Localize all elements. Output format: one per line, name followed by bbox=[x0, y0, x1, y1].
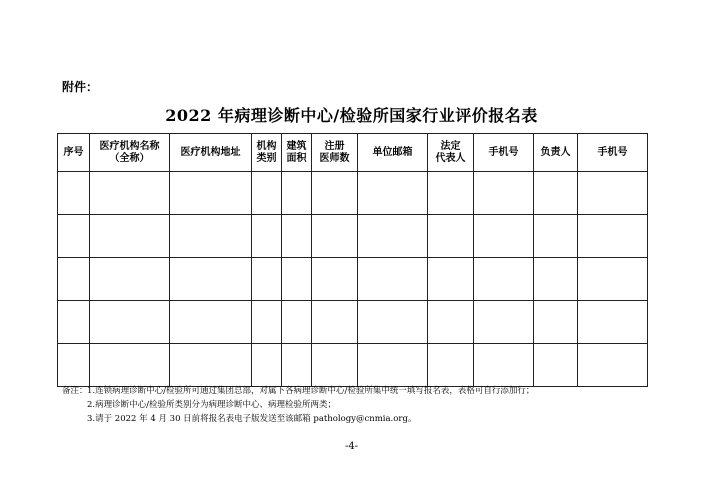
table-cell[interactable] bbox=[358, 301, 428, 344]
table-cell[interactable] bbox=[58, 258, 90, 301]
table-cell[interactable] bbox=[58, 301, 90, 344]
table-cell[interactable] bbox=[428, 215, 474, 258]
table-cell[interactable] bbox=[358, 172, 428, 215]
table-cell[interactable] bbox=[358, 344, 428, 387]
table-cell[interactable] bbox=[312, 344, 358, 387]
table-cell[interactable] bbox=[534, 344, 578, 387]
table-cell[interactable] bbox=[474, 258, 534, 301]
table-cell[interactable] bbox=[282, 301, 312, 344]
header-legal-representative: 法定 代表人 bbox=[428, 134, 474, 172]
table-cell[interactable] bbox=[428, 258, 474, 301]
table-cell[interactable] bbox=[312, 258, 358, 301]
table-cell[interactable] bbox=[90, 172, 170, 215]
header-institution-name: 医疗机构名称 （全称） bbox=[90, 134, 170, 172]
table-cell[interactable] bbox=[252, 215, 282, 258]
table-cell[interactable] bbox=[90, 344, 170, 387]
table-cell[interactable] bbox=[534, 172, 578, 215]
table-cell[interactable] bbox=[252, 301, 282, 344]
table-cell[interactable] bbox=[474, 172, 534, 215]
registration-table bbox=[57, 133, 648, 387]
header-institution-category: 机构 类别 bbox=[252, 134, 282, 172]
table-row bbox=[58, 172, 648, 215]
table-cell[interactable] bbox=[312, 215, 358, 258]
table-cell[interactable] bbox=[170, 172, 252, 215]
table-cell[interactable] bbox=[58, 215, 90, 258]
table-cell[interactable] bbox=[358, 258, 428, 301]
table-cell[interactable] bbox=[58, 344, 90, 387]
table-cell[interactable] bbox=[358, 215, 428, 258]
header-building-area: 建筑 面积 bbox=[282, 134, 312, 172]
table-cell[interactable] bbox=[170, 258, 252, 301]
table-cell[interactable] bbox=[90, 301, 170, 344]
table-cell[interactable] bbox=[474, 301, 534, 344]
table-cell[interactable] bbox=[428, 344, 474, 387]
table-cell[interactable] bbox=[252, 344, 282, 387]
form-title: 2022 年病理诊断中心/检验所国家行业评价报名表 bbox=[165, 106, 538, 125]
table-cell[interactable] bbox=[534, 301, 578, 344]
header-serial-no: 序号 bbox=[58, 134, 90, 172]
table-cell[interactable] bbox=[534, 215, 578, 258]
table-cell[interactable] bbox=[312, 301, 358, 344]
table-cell[interactable] bbox=[578, 215, 648, 258]
table-cell[interactable] bbox=[578, 172, 648, 215]
table-cell[interactable] bbox=[282, 172, 312, 215]
table-cell[interactable] bbox=[428, 301, 474, 344]
header-unit-email: 单位邮箱 bbox=[358, 134, 428, 172]
header-person-in-charge: 负责人 bbox=[534, 134, 578, 172]
table-cell[interactable] bbox=[578, 301, 648, 344]
table-cell[interactable] bbox=[90, 215, 170, 258]
table-cell[interactable] bbox=[578, 344, 648, 387]
note-item: 1.连锁病理诊断中心/检验所可通过集团总部，对属下各病理诊断中心/检验所集中统一填写报名表，表格可自行添加行； bbox=[87, 386, 535, 396]
table-cell[interactable] bbox=[428, 172, 474, 215]
header-phone-number-2: 手机号 bbox=[578, 134, 648, 172]
table-cell[interactable] bbox=[252, 258, 282, 301]
table-cell[interactable] bbox=[252, 172, 282, 215]
table-cell[interactable] bbox=[282, 258, 312, 301]
table-cell[interactable] bbox=[312, 172, 358, 215]
attachment-label: 附件： bbox=[62, 80, 99, 94]
table-row bbox=[58, 258, 648, 301]
table-cell[interactable] bbox=[474, 344, 534, 387]
notes bbox=[62, 384, 534, 426]
table-cell[interactable] bbox=[534, 258, 578, 301]
table-row bbox=[58, 344, 648, 387]
header-phone-number: 手机号 bbox=[474, 134, 534, 172]
notes-label: 备注： bbox=[62, 386, 88, 396]
table-cell[interactable] bbox=[170, 344, 252, 387]
header-institution-address: 医疗机构地址 bbox=[170, 134, 252, 172]
table-cell[interactable] bbox=[90, 258, 170, 301]
table-header-row bbox=[58, 134, 648, 172]
table-cell[interactable] bbox=[170, 301, 252, 344]
table-row bbox=[58, 215, 648, 258]
table-cell[interactable] bbox=[58, 172, 90, 215]
table-row bbox=[58, 301, 648, 344]
header-registered-physicians: 注册 医师数 bbox=[312, 134, 358, 172]
note-item: 2.病理诊断中心/检验所类别分为病理诊断中心、病理检验所两类； bbox=[87, 400, 336, 410]
table-cell[interactable] bbox=[282, 215, 312, 258]
table-cell[interactable] bbox=[282, 344, 312, 387]
note-item: 3.请于 2022 年 4 月 30 日前将报名表电子版发送至该邮箱 pathology@cnmia.org。 bbox=[87, 414, 417, 424]
table-cell[interactable] bbox=[170, 215, 252, 258]
page-number: -4- bbox=[344, 441, 359, 452]
table-cell[interactable] bbox=[474, 215, 534, 258]
table-cell[interactable] bbox=[578, 258, 648, 301]
